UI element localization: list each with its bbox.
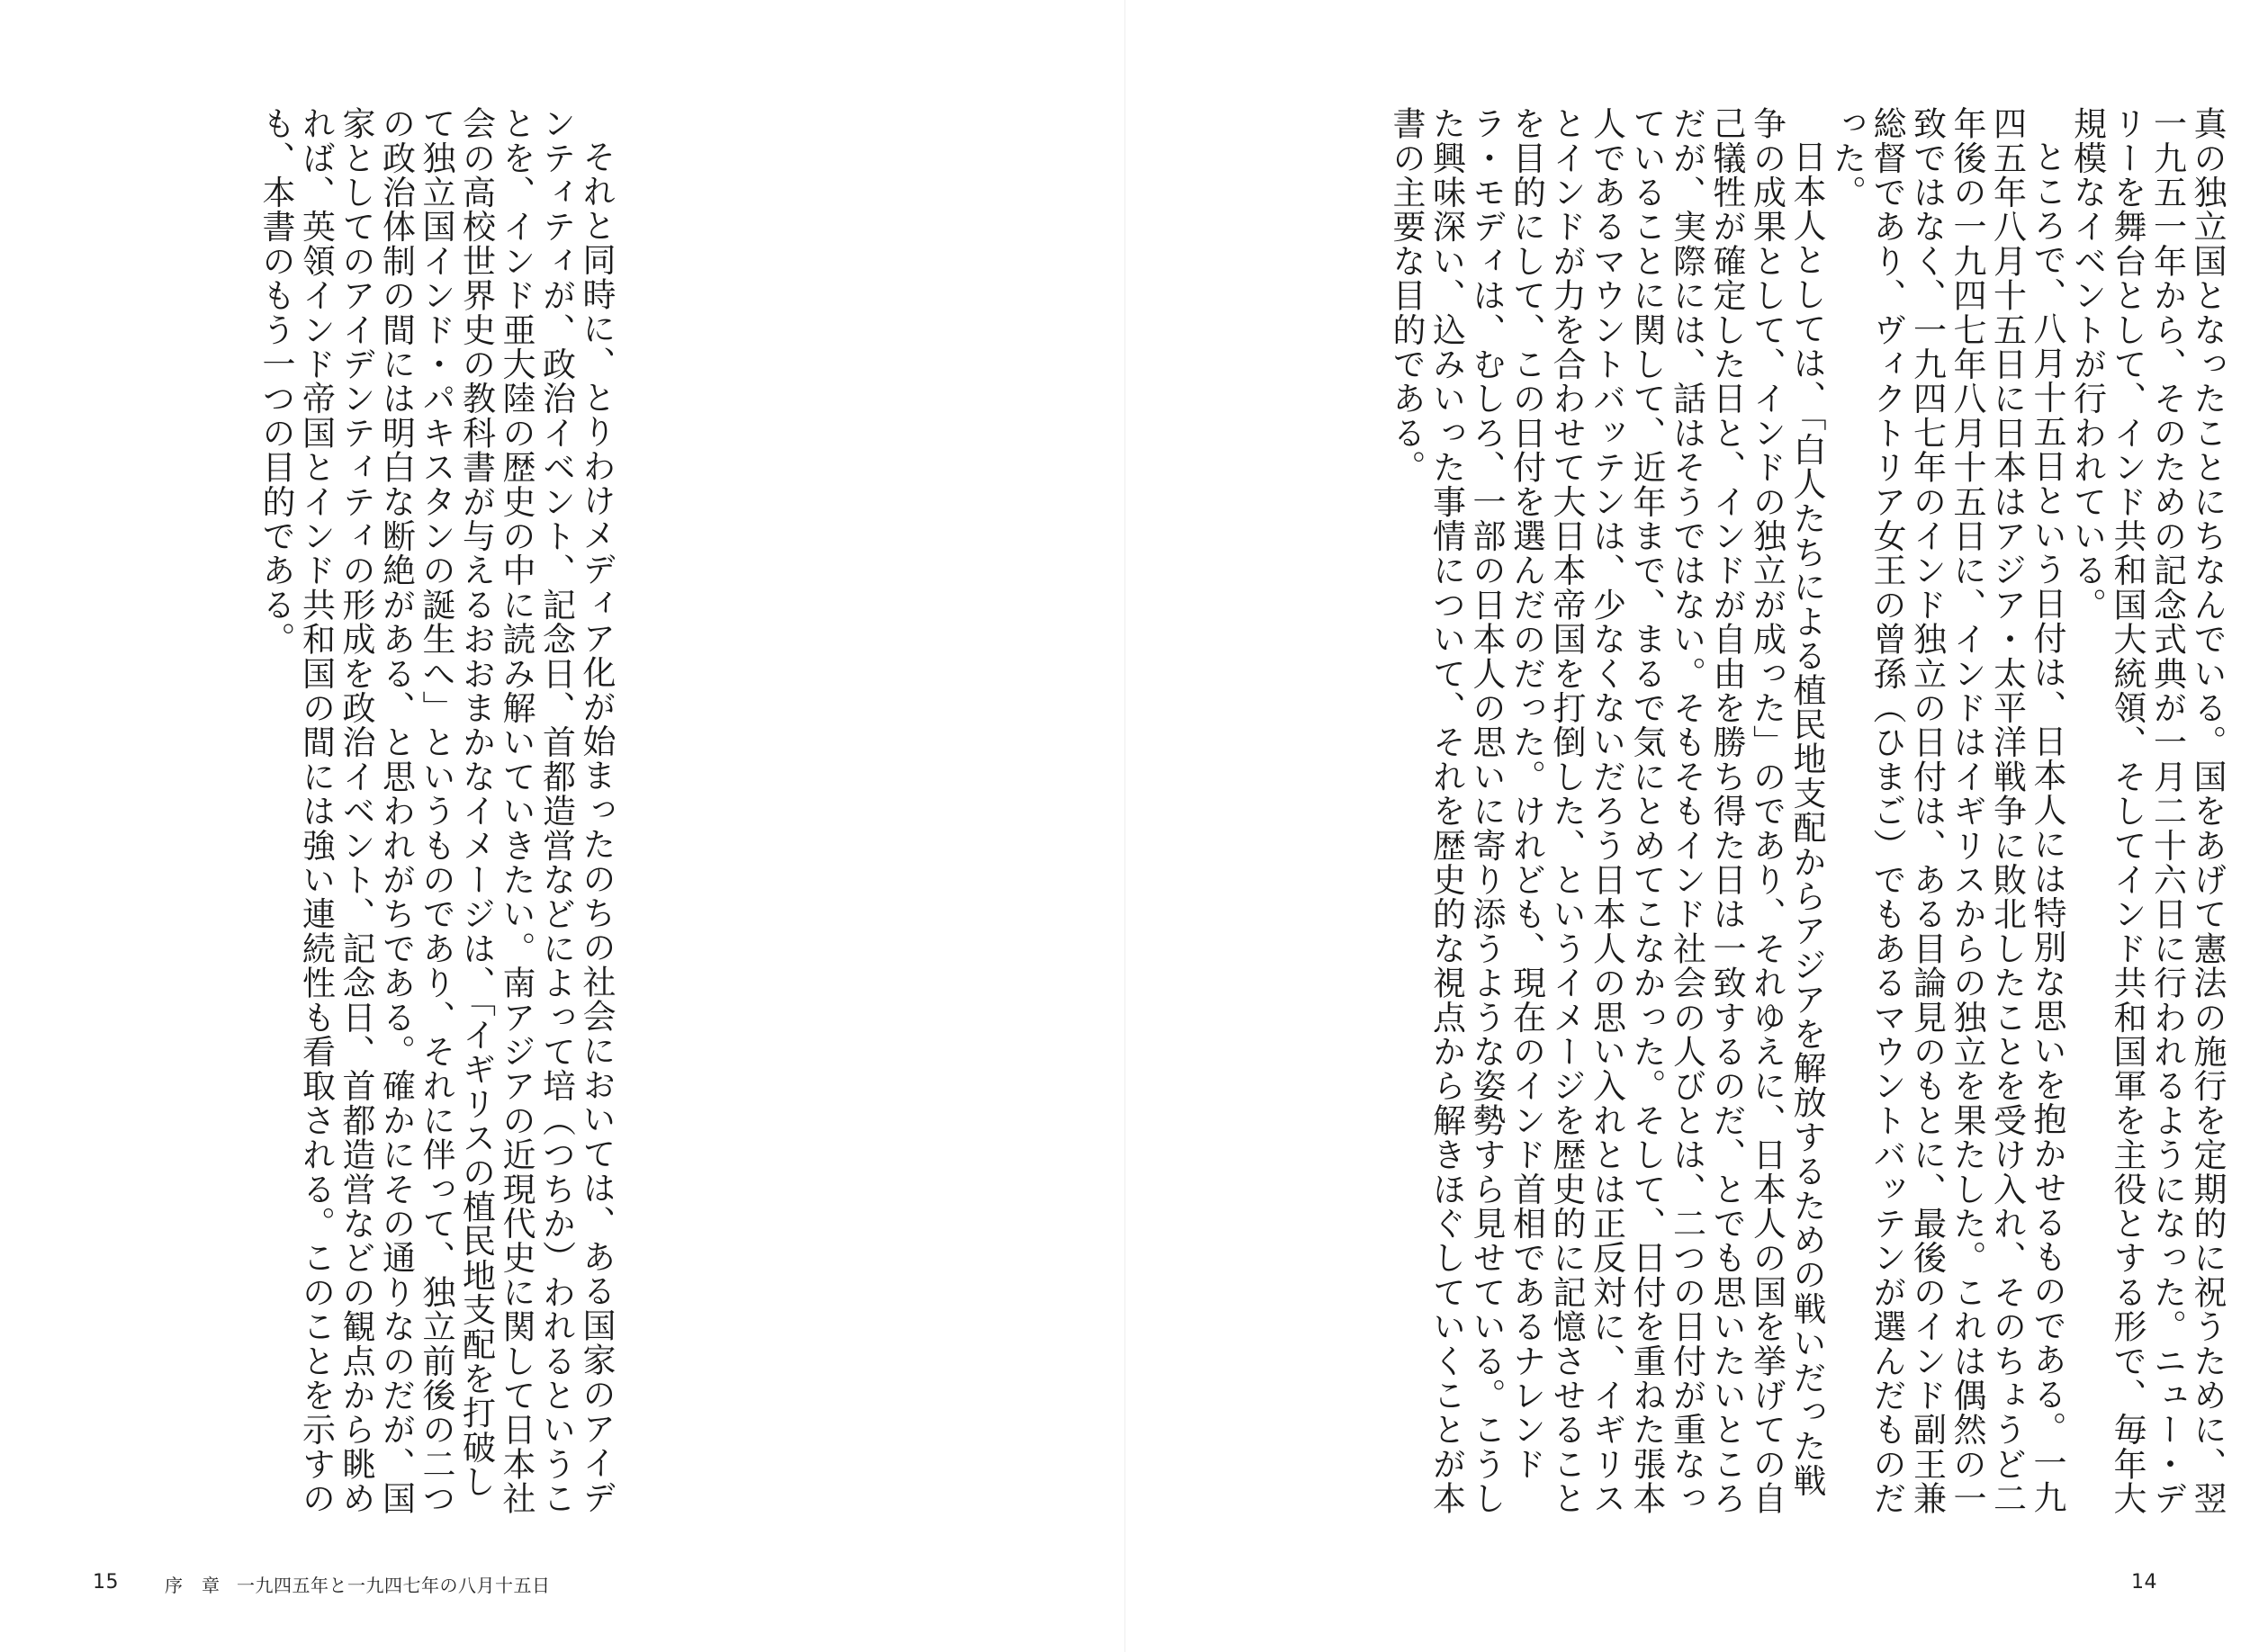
running-head-chapter-label: 序 章 [165,1575,220,1596]
left-page-body [256,106,616,1519]
right-paragraph-1: 真の独立国となったことにちなんでいる。国をあげて憲法の施行を定期的に祝うために、翌一九五一年から、そのための記念式典が一月二十六日に行われるようになった。ニュー・デリーを舞台として、インド共和国大統領、そしてインド共和国軍を主役とする形で、毎年大規模なイベントが行われている。 [2067,106,2227,1516]
right-paragraph-3: 日本人としては、「白人たちによる植民地支配からアジアを解放するための戦いだった戦争の成果として、インドの独立が成った」のであり、それゆえに、日本人の国を挙げての自己犠牲が確定した日と、インドが自由を勝ち得た日は一致するのだ、とでも思いたいところだが、実際には、話はそうではない。そもそもインド社会の人びとは、二つの日付が重なっていることに関して、近年まで、まるで気にとめてこなかった。そして、日付を重ねた張本人であるマウントバッテンは、少なくないだろう日本人の思い入れとは正反対に、イギリスとインドが力を合わせて大日本帝国を打倒した、というイメージを歴史的に記憶させることを目的にして、この日付を選んだのだった。けれども、現在のインド首相であるナレンドラ・モディは、むしろ、一部の日本人の思いに寄り添うような姿勢すら見せている。こうした興味深い、込みいった事情について、それを歴史的な視点から解きほぐしていくことが本書の主要な目的である。 [1387,106,1826,1516]
running-head-chapter-title: 一九四五年と一九四七年の八月十五日 [237,1575,551,1596]
right-page-body [1387,106,2227,1519]
left-page-number: 15 [93,1571,119,1594]
right-page [1125,0,2250,1652]
left-paragraph-1: それと同時に、とりわけメディア化が始まったのちの社会においては、ある国家のアイデンティティが、政治イベント、記念日、首都造営などによって培（つちか）われるということを、インド亜大陸の歴史の中に読み解いていきたい。南アジアの近現代史に関して日本社会の高校世界史の教科書が与えるおおまかなイメージは、「イギリスの植民地支配を打破して独立国インド・パキスタンの誕生へ」というものであり、それに伴って、独立前後の二つの政治体制の間には明白な断絶がある、と思われがちである。確かにその通りなのだが、国家としてのアイデンティティの形成を政治イベント、記念日、首都造営などの観点から眺めれば、英領インド帝国とインド共和国の間には強い連続性も看取される。このことを示すのも、本書のもう一つの目的である。 [256,106,616,1516]
right-page-number: 14 [2131,1571,2157,1594]
right-paragraph-2: ところで、八月十五日という日付は、日本人には特別な思いを抱かせるものである。一九四五年八月十五日に日本はアジア・太平洋戦争に敗北したことを受け入れ、そのちょうど二年後の一九四七年八月十五日に、インドはイギリスからの独立を果たした。これは偶然の一致ではなく、一九四七年のインド独立の日付は、ある目論見のもとに、最後のインド副王兼総督であり、ヴィクトリア女王の曾孫（ひまご）でもあるマウントバッテンが選んだものだった。 [1827,106,2066,1516]
